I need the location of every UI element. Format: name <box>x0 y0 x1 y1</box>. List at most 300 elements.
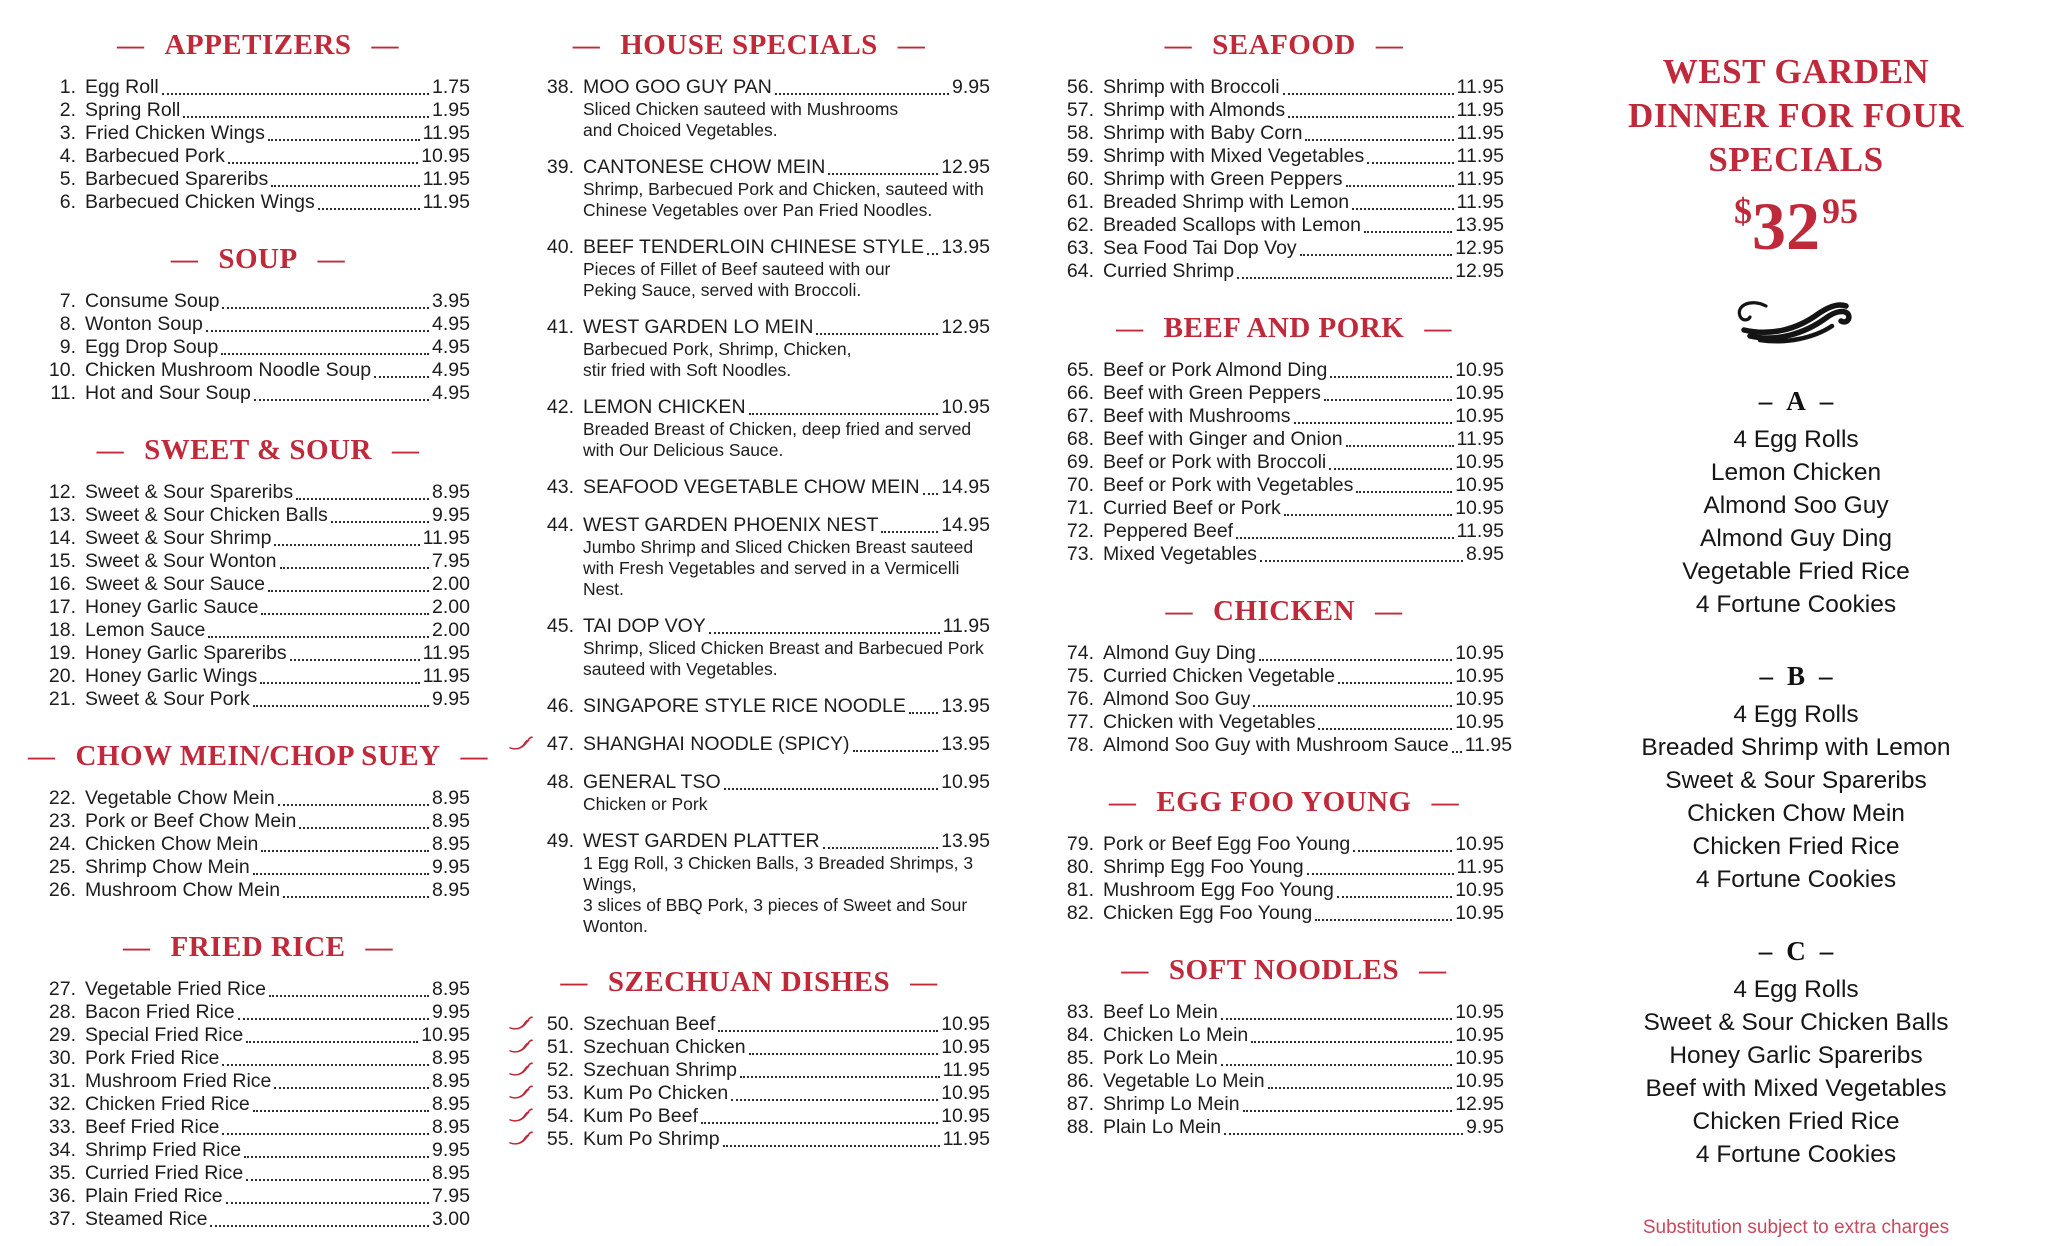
menu-section <box>508 965 990 1151</box>
menu-item-row <box>1064 382 1504 405</box>
item-price: 9.95 <box>432 1001 470 1023</box>
spicy-icon-slot <box>508 236 544 239</box>
section-title: APPETIZERS <box>164 28 352 61</box>
item-number: 24. <box>48 833 76 855</box>
item-price: 8.95 <box>432 1162 470 1184</box>
item-price: 10.95 <box>1455 1047 1504 1069</box>
item-number: 43. <box>546 476 574 498</box>
item-price: 10.95 <box>941 1105 990 1127</box>
item-price: 11.95 <box>422 122 470 144</box>
menu-item <box>46 168 470 191</box>
menu-item <box>46 978 470 1001</box>
menu-item <box>1064 168 1504 191</box>
section-title: BEEF AND PORK <box>1163 311 1405 344</box>
menu-item <box>508 236 990 301</box>
menu-section <box>27 739 489 902</box>
item-price: 14.95 <box>941 514 990 536</box>
dotted-leader <box>1315 902 1452 921</box>
item-name: Almond Soo Guy with Mushroom Sauce <box>1103 734 1449 756</box>
dotted-leader <box>1300 237 1453 256</box>
combo-letter: C <box>1786 936 1806 966</box>
menu-section <box>1064 953 1504 1139</box>
dotted-leader <box>206 313 429 332</box>
item-price: 11.95 <box>422 168 470 190</box>
item-name: Consume Soup <box>85 290 220 312</box>
item-number: 29. <box>48 1024 76 1046</box>
menu-item <box>508 771 990 815</box>
menu-item-row <box>46 573 470 596</box>
item-description: 3 slices of BBQ Pork, 3 pieces of Sweet and Sour Wonton. <box>583 895 968 936</box>
item-price: 12.95 <box>1455 260 1504 282</box>
menu-section <box>46 930 470 1231</box>
item-name: BEEF TENDERLOIN CHINESE STYLE <box>583 236 924 258</box>
spicy-icon-slot <box>508 771 544 774</box>
heading-dash: — <box>560 966 588 997</box>
menu-item-row <box>46 168 470 191</box>
item-price: 10.95 <box>1455 1070 1504 1092</box>
menu-item-row <box>1064 1116 1504 1139</box>
dotted-leader <box>709 615 940 634</box>
menu-item <box>46 76 470 99</box>
menu-item <box>1064 76 1504 99</box>
dotted-leader <box>1284 497 1452 516</box>
item-name: Plain Fried Rice <box>85 1185 223 1207</box>
section-heading <box>1064 311 1504 345</box>
item-price: 11.95 <box>1456 191 1504 213</box>
chili-pepper-icon <box>508 1039 534 1055</box>
item-name: Chicken with Vegetables <box>1103 711 1316 733</box>
item-name: Curried Beef or Pork <box>1103 497 1281 519</box>
item-number: 71. <box>1066 497 1094 519</box>
heading-dash: — <box>1431 786 1460 817</box>
item-number: 55. <box>546 1128 574 1150</box>
item-number: 69. <box>1066 451 1094 473</box>
item-name: Chicken Chow Mein <box>85 833 259 855</box>
item-number: 79. <box>1066 833 1094 855</box>
item-number: 49. <box>546 830 574 852</box>
item-number: 7. <box>59 290 76 312</box>
dotted-leader <box>222 1116 429 1135</box>
menu-column <box>508 28 990 1179</box>
menu-item-row <box>46 290 470 313</box>
menu-item-row <box>1064 856 1504 879</box>
item-number: 63. <box>1066 237 1094 259</box>
menu-item-row <box>508 476 990 499</box>
combo-item: Almond Soo Guy <box>1703 492 1889 519</box>
item-name: Curried Fried Rice <box>85 1162 244 1184</box>
section-heading <box>46 930 470 964</box>
dotted-leader <box>1337 879 1452 898</box>
menu-item-row <box>1064 665 1504 688</box>
item-name: Mushroom Fried Rice <box>85 1070 272 1092</box>
item-name: Honey Garlic Sauce <box>85 596 259 618</box>
combo-item: Vegetable Fried Rice <box>1682 558 1910 585</box>
menu-section <box>1064 28 1504 283</box>
dotted-leader <box>246 1024 418 1043</box>
menu-item-row <box>508 1082 990 1105</box>
menu-item-row <box>46 596 470 619</box>
menu-item-row <box>508 76 990 99</box>
menu-item-row <box>46 382 470 405</box>
item-price: 8.95 <box>1466 543 1504 565</box>
dotted-leader <box>1305 122 1453 141</box>
dotted-leader <box>238 1001 429 1020</box>
menu-item-row <box>46 1208 470 1231</box>
dotted-leader <box>1224 1116 1463 1135</box>
dotted-leader <box>210 1208 429 1227</box>
item-number: 44. <box>546 514 574 536</box>
combo-item: Honey Garlic Spareribs <box>1669 1042 1923 1069</box>
spicy-icon-slot <box>508 76 544 79</box>
dotted-leader <box>1288 99 1454 118</box>
menu-item-row <box>1064 359 1504 382</box>
item-number: 88. <box>1066 1116 1094 1138</box>
combo-letter: B <box>1786 661 1805 691</box>
item-number: 70. <box>1066 474 1094 496</box>
menu-item <box>1064 214 1504 237</box>
chili-pepper-icon <box>508 736 534 752</box>
item-number: 14. <box>48 527 76 549</box>
dotted-leader <box>923 476 939 495</box>
item-price: 3.00 <box>432 1208 470 1230</box>
item-number: 41. <box>546 316 574 338</box>
menu-item <box>46 336 470 359</box>
item-number: 15. <box>48 550 76 572</box>
section-heading <box>46 242 470 276</box>
item-number: 74. <box>1066 642 1094 664</box>
combo-item: Almond Guy Ding <box>1699 525 1892 552</box>
panel-title <box>1590 50 2002 182</box>
flourish-decoration <box>1590 296 2002 346</box>
item-number: 4. <box>59 145 76 167</box>
item-name: Beef or Pork with Broccoli <box>1103 451 1327 473</box>
item-name: TAI DOP VOY <box>583 615 706 637</box>
heading-dash: — <box>1375 29 1404 60</box>
item-description: with Fresh Vegetables and served in a Vermicelli Nest. <box>583 558 960 599</box>
dotted-leader <box>261 833 429 852</box>
dotted-leader <box>1324 382 1452 401</box>
menu-item <box>508 1036 990 1059</box>
dotted-leader <box>1352 191 1454 210</box>
substitution-note: Substitution subject to extra charges <box>1642 1217 1950 1238</box>
menu-item-row <box>1064 99 1504 122</box>
menu-item-row <box>1064 1070 1504 1093</box>
item-number: 20. <box>48 665 76 687</box>
dotted-leader <box>296 481 429 500</box>
item-name: Barbecued Chicken Wings <box>85 191 315 213</box>
menu-item-row <box>46 313 470 336</box>
item-price: 12.95 <box>1455 1093 1504 1115</box>
item-price: 13.95 <box>941 733 990 755</box>
dotted-leader <box>718 1013 938 1032</box>
heading-dash: — <box>170 243 199 274</box>
menu-item-row <box>508 695 990 718</box>
menu-item-row <box>46 1001 470 1024</box>
item-name: Wonton Soup <box>85 313 203 335</box>
item-name: Sea Food Tai Dop Voy <box>1103 237 1297 259</box>
menu-item <box>1064 711 1504 734</box>
dotted-leader <box>268 122 420 141</box>
item-name: Shrimp with Baby Corn <box>1103 122 1303 144</box>
combo-dash: – <box>1819 386 1834 416</box>
dotted-leader <box>724 771 939 790</box>
item-price: 9.95 <box>1466 1116 1504 1138</box>
menu-item <box>508 695 990 718</box>
item-description: Shrimp, Sliced Chicken Breast and Barbecued Pork <box>583 638 984 658</box>
menu-item-row <box>46 665 470 688</box>
item-number: 68. <box>1066 428 1094 450</box>
menu-item-row <box>46 191 470 214</box>
heading-dash: — <box>460 740 489 771</box>
item-description: Breaded Breast of Chicken, deep fried and served <box>583 419 972 439</box>
item-name: Szechuan Shrimp <box>583 1059 737 1081</box>
item-name: Plain Lo Mein <box>1103 1116 1222 1138</box>
item-number: 47. <box>546 733 574 755</box>
item-name: Curried Chicken Vegetable <box>1103 665 1335 687</box>
dotted-leader <box>1318 711 1452 730</box>
item-name: Peppered Beef <box>1103 520 1234 542</box>
menu-item-row <box>46 481 470 504</box>
item-number: 31. <box>48 1070 76 1092</box>
item-price: 12.95 <box>941 316 990 338</box>
item-name: WEST GARDEN PLATTER <box>583 830 820 852</box>
item-price: 10.95 <box>421 1024 470 1046</box>
menu-item <box>46 313 470 336</box>
item-price: 4.95 <box>432 313 470 335</box>
item-price: 2.00 <box>432 573 470 595</box>
menu-item <box>1064 428 1504 451</box>
item-number: 59. <box>1066 145 1094 167</box>
item-description: and Choiced Vegetables. <box>583 120 778 140</box>
dotted-leader <box>222 290 429 309</box>
item-price: 11.95 <box>1456 168 1504 190</box>
item-description: Sliced Chicken sauteed with Mushrooms <box>583 99 899 119</box>
menu-item-row <box>1064 451 1504 474</box>
chili-pepper-icon <box>508 1062 534 1078</box>
item-number: 21. <box>48 688 76 710</box>
menu-item-row <box>46 642 470 665</box>
menu-item <box>1064 734 1513 757</box>
item-price: 12.95 <box>941 156 990 178</box>
menu-section <box>1064 311 1504 566</box>
item-number: 34. <box>48 1139 76 1161</box>
dotted-leader <box>1367 145 1453 164</box>
price-cents: 95 <box>1822 191 1858 231</box>
item-price: 9.95 <box>432 856 470 878</box>
menu-item-row <box>1064 520 1504 543</box>
item-number: 58. <box>1066 122 1094 144</box>
item-number: 62. <box>1066 214 1094 236</box>
menu-item <box>46 1162 470 1185</box>
item-description: Barbecued Pork, Shrimp, Chicken, <box>583 339 852 359</box>
menu-item-row <box>46 1185 470 1208</box>
item-name: Special Fried Rice <box>85 1024 244 1046</box>
dotted-leader <box>226 1185 429 1204</box>
spicy-icon-slot <box>508 733 544 752</box>
heading-dash: — <box>27 740 56 771</box>
section-heading <box>508 28 990 62</box>
price-dollars: 32 <box>1752 188 1820 264</box>
dotted-leader <box>927 236 938 255</box>
combo-item: 4 Fortune Cookies <box>1695 1141 1897 1168</box>
item-name: Sweet & Sour Sauce <box>85 573 265 595</box>
item-number: 67. <box>1066 405 1094 427</box>
menu-item <box>508 316 990 381</box>
item-name: Szechuan Chicken <box>583 1036 746 1058</box>
item-number: 46. <box>546 695 574 717</box>
menu-item <box>1064 688 1504 711</box>
item-name: SEAFOOD VEGETABLE CHOW MEIN <box>583 476 920 498</box>
item-name: WEST GARDEN PHOENIX NEST <box>583 514 879 536</box>
item-number: 36. <box>48 1185 76 1207</box>
item-name: SINGAPORE STYLE RICE NOODLE <box>583 695 906 717</box>
item-number: 80. <box>1066 856 1094 878</box>
dotted-leader <box>283 879 429 898</box>
combo-item: Lemon Chicken <box>1710 459 1882 486</box>
dotted-leader <box>162 76 429 95</box>
menu-item <box>46 504 470 527</box>
item-price: 3.95 <box>432 290 470 312</box>
item-number: 64. <box>1066 260 1094 282</box>
item-name: Breaded Scallops with Lemon <box>1103 214 1361 236</box>
item-number: 40. <box>546 236 574 258</box>
menu-item <box>508 733 990 756</box>
menu-item-row <box>1064 642 1504 665</box>
item-price: 13.95 <box>941 830 990 852</box>
menu-item <box>46 382 470 405</box>
spicy-icon-slot <box>508 514 544 517</box>
item-number: 75. <box>1066 665 1094 687</box>
heading-dash: — <box>1424 312 1452 343</box>
menu-item <box>46 688 470 711</box>
menu-item-row <box>1064 122 1504 145</box>
dotted-leader <box>909 695 938 714</box>
dotted-leader <box>1259 642 1452 661</box>
item-price: 11.95 <box>1456 122 1504 144</box>
item-name: Sweet & Sour Pork <box>85 688 250 710</box>
item-number: 23. <box>48 810 76 832</box>
heading-dash: — <box>123 931 151 962</box>
dotted-leader <box>208 619 429 638</box>
item-price: 2.00 <box>432 596 470 618</box>
menu-item <box>1064 382 1504 405</box>
menu-item-row <box>46 1139 470 1162</box>
item-number: 48. <box>546 771 574 793</box>
dotted-leader <box>331 504 429 523</box>
menu-section <box>1064 594 1513 757</box>
item-price: 9.95 <box>952 76 990 98</box>
item-number: 60. <box>1066 168 1094 190</box>
item-name: Almond Soo Guy <box>1103 688 1251 710</box>
spicy-icon-slot <box>508 1059 544 1078</box>
item-number: 53. <box>546 1082 574 1104</box>
item-price: 11.95 <box>422 642 470 664</box>
item-price: 11.95 <box>1456 520 1504 542</box>
section-heading <box>27 739 489 773</box>
item-price: 1.75 <box>432 76 470 98</box>
section-heading <box>1064 953 1504 987</box>
combo-dash: – <box>1759 661 1773 691</box>
item-description: sauteed with Vegetables. <box>583 659 778 679</box>
menu-item-row <box>1064 1093 1504 1116</box>
menu-item <box>46 856 470 879</box>
item-name: Shrimp Chow Mein <box>85 856 250 878</box>
heading-dash: — <box>116 29 145 60</box>
item-number: 22. <box>48 787 76 809</box>
item-name: MOO GOO GUY PAN <box>583 76 772 98</box>
heading-dash: — <box>1419 954 1447 985</box>
dotted-leader <box>228 145 418 164</box>
dotted-leader <box>823 830 939 849</box>
menu-item <box>46 1070 470 1093</box>
dotted-leader <box>1364 214 1452 233</box>
item-name: Beef with Ginger and Onion <box>1103 428 1343 450</box>
item-price: 4.95 <box>432 336 470 358</box>
menu-item-row <box>46 787 470 810</box>
item-description: Chicken or Pork <box>583 794 708 814</box>
item-number: 66. <box>1066 382 1094 404</box>
item-name: Szechuan Beef <box>583 1013 716 1035</box>
item-number: 2. <box>59 99 76 121</box>
item-name: SHANGHAI NOODLE (SPICY) <box>583 733 850 755</box>
item-number: 19. <box>48 642 76 664</box>
menu-item <box>1064 1024 1504 1047</box>
item-price: 12.95 <box>1455 237 1504 259</box>
menu-item <box>1064 359 1504 382</box>
item-price: 11.95 <box>942 1128 990 1150</box>
swirl-icon <box>1730 296 1862 344</box>
item-number: 86. <box>1066 1070 1094 1092</box>
menu-item-row <box>508 1059 990 1082</box>
spicy-icon-slot <box>508 695 544 698</box>
spicy-icon-slot <box>508 396 544 399</box>
menu-item-row <box>508 514 990 537</box>
combo-item: Breaded Shrimp with Lemon <box>1641 734 1951 761</box>
item-price: 8.95 <box>432 1070 470 1092</box>
dotted-leader <box>701 1105 938 1124</box>
combo-item: 4 Egg Rolls <box>1733 426 1859 453</box>
section-heading <box>46 28 470 62</box>
item-description: Peking Sauce, served with Broccoli. <box>583 280 862 300</box>
item-number: 72. <box>1066 520 1094 542</box>
menu-item-row <box>508 1013 990 1036</box>
heading-dash: — <box>365 931 393 962</box>
item-name: Sweet & Sour Spareribs <box>85 481 294 503</box>
menu-item <box>46 1047 470 1070</box>
combo-label <box>1590 386 2002 417</box>
item-name: Mushroom Egg Foo Young <box>1103 879 1334 901</box>
dotted-leader <box>1329 451 1452 470</box>
menu-item <box>1064 1093 1504 1116</box>
section-title: CHOW MEIN/CHOP SUEY <box>75 739 441 772</box>
item-price: 9.95 <box>432 504 470 526</box>
item-number: 17. <box>48 596 76 618</box>
item-name: Pork or Beef Egg Foo Young <box>1103 833 1351 855</box>
item-description: stir fried with Soft Noodles. <box>583 360 792 380</box>
heading-dash: — <box>897 29 926 60</box>
section-title: SOUP <box>218 242 298 275</box>
menu-item-row <box>46 1093 470 1116</box>
item-price: 10.95 <box>941 396 990 418</box>
menu-item <box>508 1059 990 1082</box>
section-heading <box>1064 785 1504 819</box>
item-price: 4.95 <box>432 382 470 404</box>
item-price: 10.95 <box>1455 688 1504 710</box>
menu-item-row <box>1064 260 1504 283</box>
item-price: 1.95 <box>432 99 470 121</box>
menu-item-row <box>508 771 990 794</box>
chili-pepper-icon <box>508 1131 534 1147</box>
